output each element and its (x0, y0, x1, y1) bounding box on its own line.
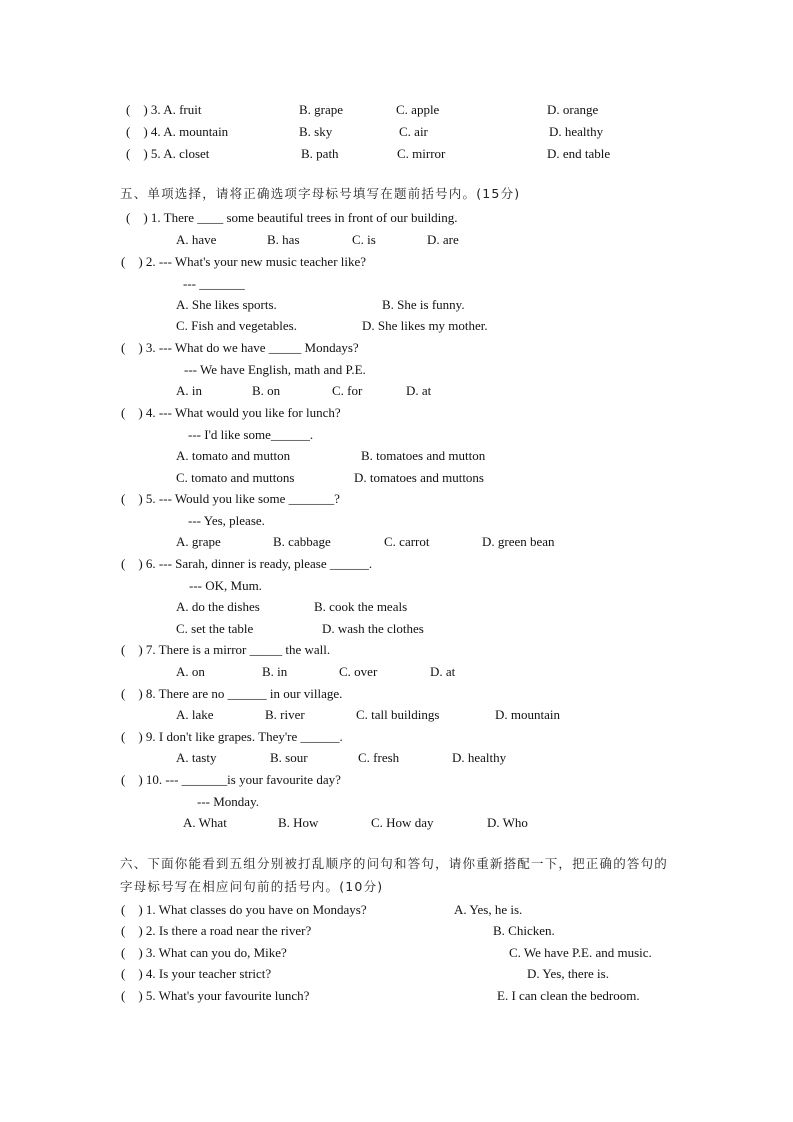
p5-q5-stem: ( ) 5. --- Would you like some _______? (121, 491, 340, 506)
p5-q4-stem: ( ) 4. --- What would you like for lunch? (121, 405, 341, 420)
p5-q10-option-d: D. Who (487, 815, 528, 830)
p6-answer-d: D. Yes, there is. (527, 966, 609, 981)
p5-q2-option-a: A. She likes sports. (176, 297, 277, 312)
p5-q1-option-d: D. are (427, 232, 459, 247)
p5-q5-option-c: C. carrot (384, 534, 430, 549)
p5-q4-option-a: A. tomato and mutton (176, 448, 291, 463)
p6-answer-e: E. I can clean the bedroom. (497, 988, 640, 1003)
p5-q1-option-a: A. have (176, 232, 217, 247)
p5-q2-option-b: B. She is funny. (382, 297, 465, 312)
p5-q1-option-c: C. is (352, 232, 376, 247)
p5-q6-stem: ( ) 6. --- Sarah, dinner is ready, please ______. (121, 556, 373, 571)
p4-q4-option-d: D. healthy (549, 124, 604, 139)
p4-q5-option-b: B. path (301, 146, 339, 161)
p6-question-2: ( ) 2. Is there a road near the river? (121, 923, 312, 938)
p4-q3-option-c: C. apple (396, 102, 440, 117)
p6-question-5: ( ) 5. What's your favourite lunch? (121, 988, 310, 1003)
p5-q2-option-c: C. Fish and vegetables. (176, 318, 297, 333)
p6-answer-a: A. Yes, he is. (454, 902, 523, 917)
p5-q6-option-c: C. set the table (176, 621, 254, 636)
p5-q3-option-c: C. for (332, 383, 363, 398)
p5-q8-option-b: B. river (265, 707, 305, 722)
p5-q2-reply: --- _______ (183, 276, 245, 291)
p6-question-3: ( ) 3. What can you do, Mike? (121, 945, 287, 960)
p5-q7-stem: ( ) 7. There is a mirror _____ the wall. (121, 642, 331, 657)
p5-q6-option-b: B. cook the meals (314, 599, 408, 614)
p4-q3-option-b: B. grape (299, 102, 344, 117)
p6-answer-c: C. We have P.E. and music. (509, 945, 652, 960)
p5-q6-reply: --- OK, Mum. (189, 578, 262, 593)
part6-heading-line2: 字母标号写在相应问句前的括号内。(10分) (120, 879, 384, 894)
p5-q4-option-d: D. tomatoes and muttons (354, 470, 484, 485)
p4-q3-option-d: D. orange (547, 102, 599, 117)
p4-q3-stem: ( ) 3. A. fruit (126, 102, 202, 117)
p5-q10-option-a: A. What (183, 815, 227, 830)
p5-q5-option-b: B. cabbage (273, 534, 331, 549)
p5-q2-stem: ( ) 2. --- What's your new music teacher like? (121, 254, 367, 269)
part6-heading-line1: 六、下面你能看到五组分别被打乱顺序的问句和答句，请你重新搭配一下，把正确的答句的 (120, 856, 669, 871)
p5-q1-option-b: B. has (267, 232, 300, 247)
p5-q6-option-d: D. wash the clothes (322, 621, 424, 636)
part5-heading: 五、单项选择，请将正确选项字母标号填写在题前括号内。(15分) (120, 186, 521, 201)
p5-q8-stem: ( ) 8. There are no ______ in our village. (121, 686, 343, 701)
p5-q10-option-c: C. How day (371, 815, 434, 830)
p5-q10-reply: --- Monday. (197, 794, 259, 809)
p6-question-4: ( ) 4. Is your teacher strict? (121, 966, 272, 981)
p5-q5-option-d: D. green bean (482, 534, 555, 549)
p5-q2-option-d: D. She likes my mother. (362, 318, 488, 333)
p4-q4-option-b: B. sky (299, 124, 333, 139)
p5-q3-option-d: D. at (406, 383, 432, 398)
p5-q9-option-a: A. tasty (176, 750, 217, 765)
p4-q5-stem: ( ) 5. A. closet (126, 146, 210, 161)
p5-q8-option-d: D. mountain (495, 707, 560, 722)
p5-q5-option-a: A. grape (176, 534, 221, 549)
p5-q4-reply: --- I'd like some______. (188, 427, 314, 442)
p5-q9-option-c: C. fresh (358, 750, 400, 765)
p4-q5-option-c: C. mirror (397, 146, 446, 161)
p5-q10-option-b: B. How (278, 815, 319, 830)
p5-q7-option-d: D. at (430, 664, 456, 679)
p4-q4-option-c: C. air (399, 124, 428, 139)
p5-q9-stem: ( ) 9. I don't like grapes. They're ______. (121, 729, 343, 744)
p6-answer-b: B. Chicken. (493, 923, 555, 938)
p5-q8-option-c: C. tall buildings (356, 707, 440, 722)
p5-q9-option-d: D. healthy (452, 750, 507, 765)
p4-q4-stem: ( ) 4. A. mountain (126, 124, 229, 139)
p5-q7-option-b: B. in (262, 664, 288, 679)
p5-q7-option-a: A. on (176, 664, 205, 679)
p5-q10-stem: ( ) 10. --- _______is your favourite day? (121, 772, 341, 787)
p5-q3-option-b: B. on (252, 383, 281, 398)
p5-q4-option-c: C. tomato and muttons (176, 470, 295, 485)
p5-q3-option-a: A. in (176, 383, 202, 398)
p6-question-1: ( ) 1. What classes do you have on Mondays? (121, 902, 367, 917)
p5-q6-option-a: A. do the dishes (176, 599, 260, 614)
p5-q1-stem: ( ) 1. There ____ some beautiful trees in front of our building. (126, 210, 458, 225)
p5-q9-option-b: B. sour (270, 750, 308, 765)
p5-q3-stem: ( ) 3. --- What do we have _____ Mondays? (121, 340, 359, 355)
p5-q3-reply: --- We have English, math and P.E. (184, 362, 366, 377)
p4-q5-option-d: D. end table (547, 146, 611, 161)
p5-q4-option-b: B. tomatoes and mutton (361, 448, 486, 463)
p5-q8-option-a: A. lake (176, 707, 214, 722)
p5-q5-reply: --- Yes, please. (188, 513, 265, 528)
p5-q7-option-c: C. over (339, 664, 378, 679)
